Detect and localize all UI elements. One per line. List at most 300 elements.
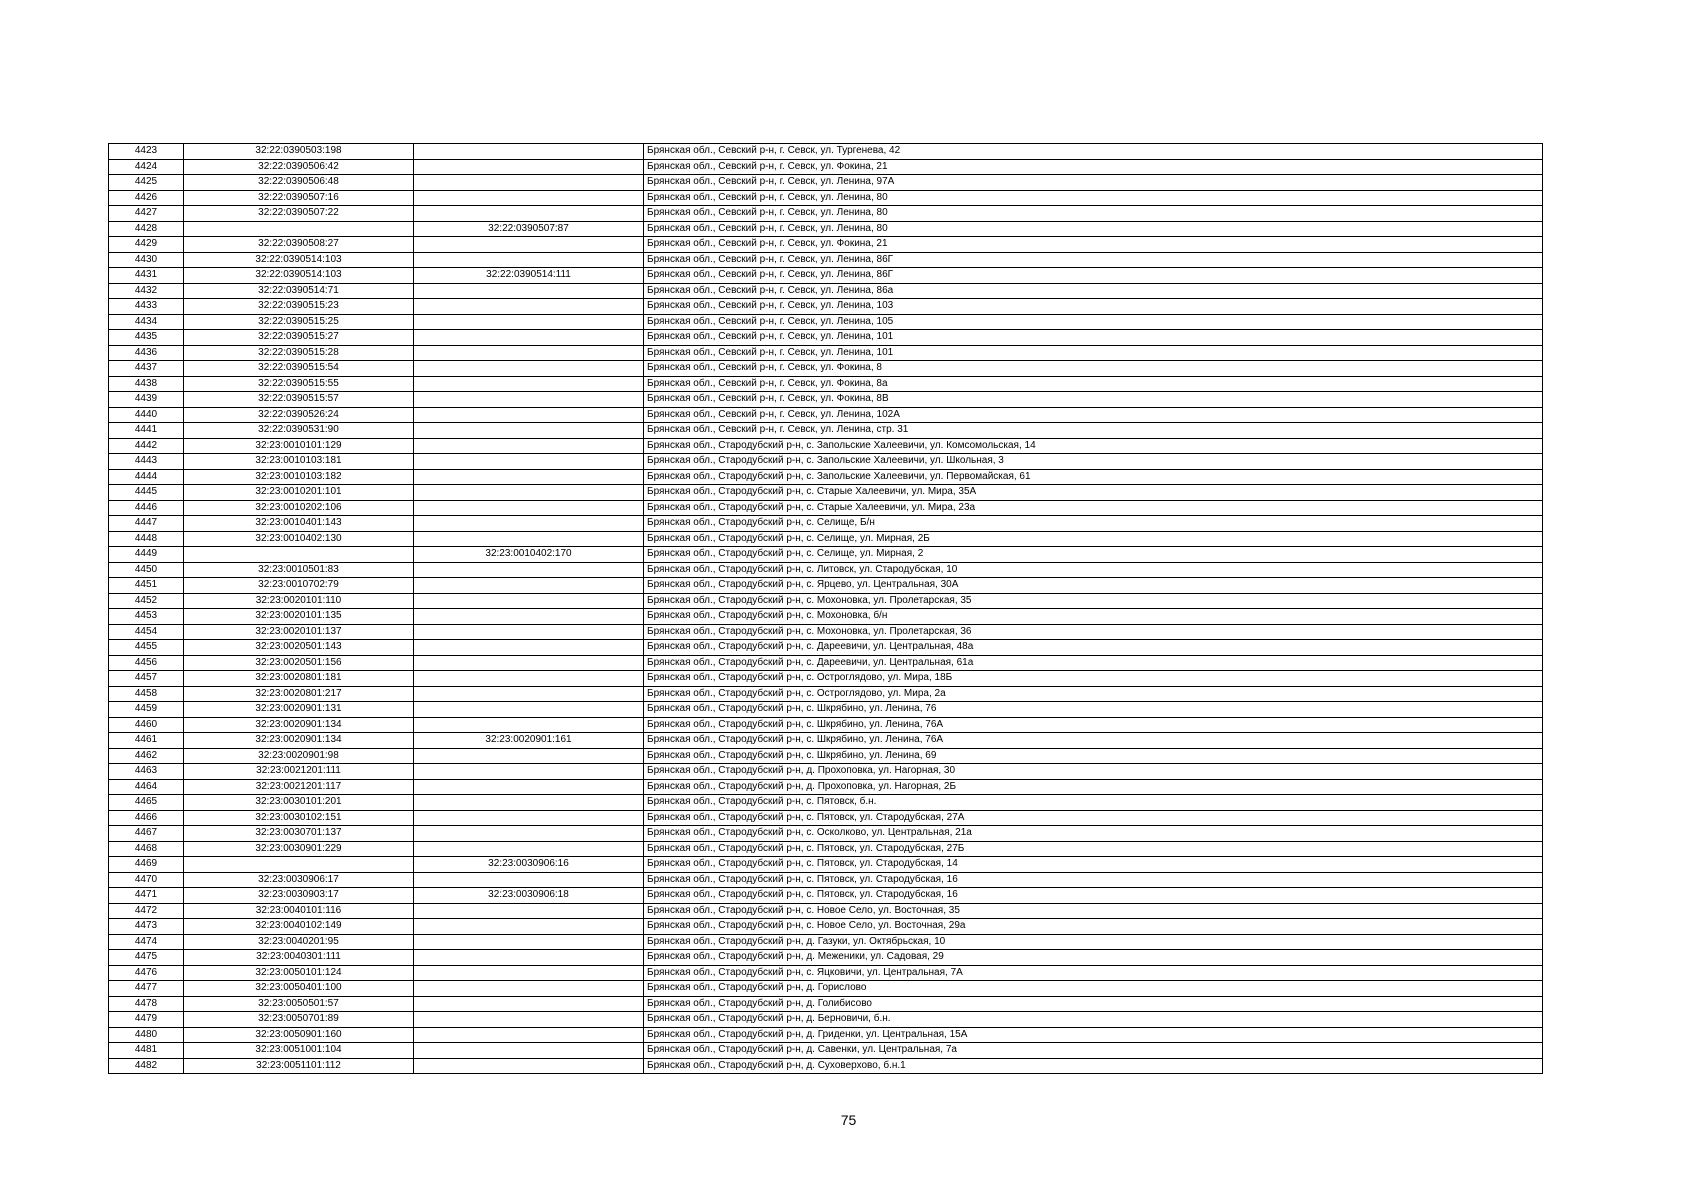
table-row — [109, 934, 1543, 950]
table-row — [109, 330, 1543, 346]
address-cell: Брянская обл., Стародубский р-н, с. Пятовск, б.н. — [644, 795, 1543, 811]
cadastral-number-cell: 32:23:0030901:229 — [184, 841, 414, 857]
cadastral-number-cell: 32:23:0050901:160 — [184, 1027, 414, 1043]
cadastral-number-cell: 32:23:0040101:116 — [184, 903, 414, 919]
related-cadastral-number-cell — [414, 299, 644, 315]
row-number-cell: 4441 — [109, 423, 184, 439]
cadastral-number-cell: 32:23:0050701:89 — [184, 1012, 414, 1028]
row-number-cell: 4455 — [109, 640, 184, 656]
table-row — [109, 624, 1543, 640]
row-number-cell: 4468 — [109, 841, 184, 857]
row-number-cell: 4467 — [109, 826, 184, 842]
row-number-cell: 4470 — [109, 872, 184, 888]
table-row — [109, 872, 1543, 888]
related-cadastral-number-cell: 32:23:0020901:161 — [414, 733, 644, 749]
row-number-cell: 4434 — [109, 314, 184, 330]
related-cadastral-number-cell — [414, 423, 644, 439]
related-cadastral-number-cell — [414, 764, 644, 780]
row-number-cell: 4428 — [109, 221, 184, 237]
cadastral-number-cell: 32:23:0010702:79 — [184, 578, 414, 594]
cadastral-number-cell: 32:23:0020101:110 — [184, 593, 414, 609]
related-cadastral-number-cell — [414, 516, 644, 532]
cadastral-number-cell: 32:22:0390515:27 — [184, 330, 414, 346]
related-cadastral-number-cell — [414, 810, 644, 826]
address-cell: Брянская обл., Стародубский р-н, д. Суховерхово, б.н.1 — [644, 1058, 1543, 1074]
address-cell: Брянская обл., Стародубский р-н, с. Остроглядово, ул. Мира, 18Б — [644, 671, 1543, 687]
table-row — [109, 159, 1543, 175]
cadastral-number-cell: 32:23:0030102:151 — [184, 810, 414, 826]
row-number-cell: 4475 — [109, 950, 184, 966]
table-row — [109, 221, 1543, 237]
page-number: 75 — [840, 1112, 857, 1128]
row-number-cell: 4433 — [109, 299, 184, 315]
table-row — [109, 500, 1543, 516]
address-cell: Брянская обл., Севский р-н, г. Севск, ул. Ленина, 86а — [644, 283, 1543, 299]
cadastral-number-cell: 32:22:0390506:48 — [184, 175, 414, 191]
related-cadastral-number-cell — [414, 252, 644, 268]
address-cell: Брянская обл., Стародубский р-н, д. Савенки, ул. Центральная, 7а — [644, 1043, 1543, 1059]
row-number-cell: 4473 — [109, 919, 184, 935]
row-number-cell: 4471 — [109, 888, 184, 904]
row-number-cell: 4429 — [109, 237, 184, 253]
related-cadastral-number-cell — [414, 748, 644, 764]
table-row — [109, 841, 1543, 857]
row-number-cell: 4436 — [109, 345, 184, 361]
cadastral-number-cell: 32:23:0040301:111 — [184, 950, 414, 966]
table-row — [109, 950, 1543, 966]
cadastral-number-cell: 32:22:0390515:28 — [184, 345, 414, 361]
cadastral-number-cell: 32:22:0390515:57 — [184, 392, 414, 408]
related-cadastral-number-cell — [414, 996, 644, 1012]
table-row — [109, 857, 1543, 873]
related-cadastral-number-cell: 32:23:0010402:170 — [414, 547, 644, 563]
related-cadastral-number-cell — [414, 283, 644, 299]
address-cell: Брянская обл., Стародубский р-н, с. Пятовск, ул. Стародубская, 16 — [644, 872, 1543, 888]
address-cell: Брянская обл., Стародубский р-н, с. Шкрябино, ул. Ленина, 76А — [644, 733, 1543, 749]
cadastral-number-cell: 32:22:0390515:55 — [184, 376, 414, 392]
cadastral-number-cell: 32:22:0390514:103 — [184, 268, 414, 284]
row-number-cell: 4479 — [109, 1012, 184, 1028]
address-cell: Брянская обл., Севский р-н, г. Севск, ул. Ленина, 97А — [644, 175, 1543, 191]
table-row — [109, 593, 1543, 609]
cadastral-number-cell: 32:23:0040102:149 — [184, 919, 414, 935]
address-cell: Брянская обл., Стародубский р-н, с. Старые Халеевичи, ул. Мира, 35А — [644, 485, 1543, 501]
row-number-cell: 4481 — [109, 1043, 184, 1059]
table-row — [109, 237, 1543, 253]
table-row — [109, 965, 1543, 981]
cadastral-number-cell: 32:23:0051001:104 — [184, 1043, 414, 1059]
related-cadastral-number-cell — [414, 872, 644, 888]
row-number-cell: 4423 — [109, 144, 184, 160]
address-cell: Брянская обл., Стародубский р-н, с. Новое Село, ул. Восточная, 35 — [644, 903, 1543, 919]
cadastral-number-cell: 32:23:0050501:57 — [184, 996, 414, 1012]
table-row — [109, 779, 1543, 795]
table-row — [109, 562, 1543, 578]
row-number-cell: 4474 — [109, 934, 184, 950]
row-number-cell: 4430 — [109, 252, 184, 268]
related-cadastral-number-cell — [414, 671, 644, 687]
address-cell: Брянская обл., Стародубский р-н, д. Газуки, ул. Октябрьская, 10 — [644, 934, 1543, 950]
row-number-cell: 4482 — [109, 1058, 184, 1074]
table-row — [109, 175, 1543, 191]
address-cell: Брянская обл., Севский р-н, г. Севск, ул. Фокина, 8В — [644, 392, 1543, 408]
table-row — [109, 640, 1543, 656]
address-cell: Брянская обл., Стародубский р-н, с. Запольские Халеевичи, ул. Первомайская, 61 — [644, 469, 1543, 485]
cadastral-number-cell: 32:23:0021201:117 — [184, 779, 414, 795]
related-cadastral-number-cell — [414, 934, 644, 950]
row-number-cell: 4459 — [109, 702, 184, 718]
address-cell: Брянская обл., Стародубский р-н, с. Дареевичи, ул. Центральная, 48а — [644, 640, 1543, 656]
cadastral-number-cell — [184, 857, 414, 873]
address-cell: Брянская обл., Севский р-н, г. Севск, ул. Ленина, стр. 31 — [644, 423, 1543, 439]
related-cadastral-number-cell — [414, 1058, 644, 1074]
row-number-cell: 4447 — [109, 516, 184, 532]
table-row — [109, 717, 1543, 733]
related-cadastral-number-cell — [414, 500, 644, 516]
cadastral-number-cell: 32:23:0010202:106 — [184, 500, 414, 516]
row-number-cell: 4452 — [109, 593, 184, 609]
registry-table-body — [109, 144, 1543, 1074]
row-number-cell: 4460 — [109, 717, 184, 733]
table-row — [109, 299, 1543, 315]
row-number-cell: 4431 — [109, 268, 184, 284]
table-row — [109, 919, 1543, 935]
table-row — [109, 1027, 1543, 1043]
row-number-cell: 4453 — [109, 609, 184, 625]
address-cell: Брянская обл., Стародубский р-н, с. Яцковичи, ул. Центральная, 7А — [644, 965, 1543, 981]
table-row — [109, 469, 1543, 485]
address-cell: Брянская обл., Стародубский р-н, с. Литовск, ул. Стародубская, 10 — [644, 562, 1543, 578]
related-cadastral-number-cell — [414, 1043, 644, 1059]
row-number-cell: 4454 — [109, 624, 184, 640]
cadastral-number-cell: 32:22:0390503:198 — [184, 144, 414, 160]
cadastral-number-cell: 32:23:0020901:134 — [184, 733, 414, 749]
row-number-cell: 4426 — [109, 190, 184, 206]
related-cadastral-number-cell — [414, 485, 644, 501]
cadastral-number-cell: 32:22:0390526:24 — [184, 407, 414, 423]
related-cadastral-number-cell — [414, 159, 644, 175]
row-number-cell: 4462 — [109, 748, 184, 764]
cadastral-number-cell: 32:23:0010101:129 — [184, 438, 414, 454]
address-cell: Брянская обл., Севский р-н, г. Севск, ул. Ленина, 80 — [644, 190, 1543, 206]
table-row — [109, 268, 1543, 284]
row-number-cell: 4424 — [109, 159, 184, 175]
address-cell: Брянская обл., Стародубский р-н, д. Берновичи, б.н. — [644, 1012, 1543, 1028]
cadastral-number-cell: 32:23:0020901:131 — [184, 702, 414, 718]
cadastral-number-cell: 32:23:0040201:95 — [184, 934, 414, 950]
related-cadastral-number-cell — [414, 1027, 644, 1043]
table-row — [109, 609, 1543, 625]
row-number-cell: 4478 — [109, 996, 184, 1012]
row-number-cell: 4427 — [109, 206, 184, 222]
table-row — [109, 376, 1543, 392]
address-cell: Брянская обл., Севский р-н, г. Севск, ул. Ленина, 80 — [644, 206, 1543, 222]
related-cadastral-number-cell — [414, 206, 644, 222]
row-number-cell: 4457 — [109, 671, 184, 687]
related-cadastral-number-cell — [414, 314, 644, 330]
cadastral-number-cell — [184, 547, 414, 563]
address-cell: Брянская обл., Стародубский р-н, д. Прохоповка, ул. Нагорная, 30 — [644, 764, 1543, 780]
address-cell: Брянская обл., Стародубский р-н, с. Пятовск, ул. Стародубская, 27Б — [644, 841, 1543, 857]
row-number-cell: 4464 — [109, 779, 184, 795]
address-cell: Брянская обл., Севский р-н, г. Севск, ул. Фокина, 8а — [644, 376, 1543, 392]
row-number-cell: 4472 — [109, 903, 184, 919]
related-cadastral-number-cell — [414, 686, 644, 702]
related-cadastral-number-cell — [414, 407, 644, 423]
address-cell: Брянская обл., Стародубский р-н, д. Гриденки, ул. Центральная, 15А — [644, 1027, 1543, 1043]
related-cadastral-number-cell — [414, 841, 644, 857]
cadastral-number-cell: 32:23:0020101:135 — [184, 609, 414, 625]
address-cell: Брянская обл., Стародубский р-н, с. Селище, ул. Мирная, 2 — [644, 547, 1543, 563]
address-cell: Брянская обл., Стародубский р-н, с. Пятовск, ул. Стародубская, 14 — [644, 857, 1543, 873]
related-cadastral-number-cell — [414, 144, 644, 160]
related-cadastral-number-cell — [414, 330, 644, 346]
table-row — [109, 826, 1543, 842]
cadastral-number-cell: 32:22:0390515:54 — [184, 361, 414, 377]
related-cadastral-number-cell — [414, 903, 644, 919]
address-cell: Брянская обл., Стародубский р-н, с. Мохоновка, ул. Пролетарская, 36 — [644, 624, 1543, 640]
table-row — [109, 810, 1543, 826]
row-number-cell: 4425 — [109, 175, 184, 191]
cadastral-number-cell: 32:23:0020901:134 — [184, 717, 414, 733]
cadastral-number-cell: 32:22:0390515:25 — [184, 314, 414, 330]
related-cadastral-number-cell — [414, 624, 644, 640]
address-cell: Брянская обл., Севский р-н, г. Севск, ул. Ленина, 105 — [644, 314, 1543, 330]
related-cadastral-number-cell — [414, 454, 644, 470]
row-number-cell: 4435 — [109, 330, 184, 346]
cadastral-number-cell: 32:23:0030701:137 — [184, 826, 414, 842]
table-row — [109, 190, 1543, 206]
table-row — [109, 438, 1543, 454]
row-number-cell: 4444 — [109, 469, 184, 485]
address-cell: Брянская обл., Стародубский р-н, с. Селище, Б/н — [644, 516, 1543, 532]
related-cadastral-number-cell — [414, 190, 644, 206]
related-cadastral-number-cell — [414, 609, 644, 625]
table-row — [109, 702, 1543, 718]
cadastral-number-cell: 32:22:0390507:22 — [184, 206, 414, 222]
cadastral-number-cell: 32:22:0390507:16 — [184, 190, 414, 206]
table-row — [109, 531, 1543, 547]
address-cell: Брянская обл., Стародубский р-н, с. Ярцево, ул. Центральная, 30А — [644, 578, 1543, 594]
table-row — [109, 686, 1543, 702]
cadastral-number-cell: 32:23:0020101:137 — [184, 624, 414, 640]
related-cadastral-number-cell — [414, 702, 644, 718]
address-cell: Брянская обл., Стародубский р-н, с. Мохоновка, ул. Пролетарская, 35 — [644, 593, 1543, 609]
row-number-cell: 4465 — [109, 795, 184, 811]
table-row — [109, 764, 1543, 780]
address-cell: Брянская обл., Стародубский р-н, д. Меженики, ул. Садовая, 29 — [644, 950, 1543, 966]
cadastral-number-cell: 32:23:0020801:217 — [184, 686, 414, 702]
row-number-cell: 4458 — [109, 686, 184, 702]
address-cell: Брянская обл., Севский р-н, г. Севск, ул. Фокина, 8 — [644, 361, 1543, 377]
related-cadastral-number-cell: 32:23:0030906:16 — [414, 857, 644, 873]
row-number-cell: 4480 — [109, 1027, 184, 1043]
address-cell: Брянская обл., Стародубский р-н, с. Запольские Халеевичи, ул. Комсомольская, 14 — [644, 438, 1543, 454]
row-number-cell: 4432 — [109, 283, 184, 299]
address-cell: Брянская обл., Стародубский р-н, д. Голибисово — [644, 996, 1543, 1012]
related-cadastral-number-cell — [414, 655, 644, 671]
related-cadastral-number-cell — [414, 965, 644, 981]
address-cell: Брянская обл., Стародубский р-н, с. Мохоновка, б/н — [644, 609, 1543, 625]
related-cadastral-number-cell — [414, 531, 644, 547]
table-row — [109, 485, 1543, 501]
row-number-cell: 4448 — [109, 531, 184, 547]
table-row — [109, 454, 1543, 470]
address-cell: Брянская обл., Стародубский р-н, с. Остроглядово, ул. Мира, 2а — [644, 686, 1543, 702]
table-row — [109, 206, 1543, 222]
cadastral-number-cell: 32:23:0030903:17 — [184, 888, 414, 904]
related-cadastral-number-cell — [414, 1012, 644, 1028]
cadastral-number-cell: 32:23:0030101:201 — [184, 795, 414, 811]
cadastral-number-cell: 32:23:0020801:181 — [184, 671, 414, 687]
address-cell: Брянская обл., Севский р-н, г. Севск, ул. Ленина, 80 — [644, 221, 1543, 237]
row-number-cell: 4451 — [109, 578, 184, 594]
table-row — [109, 888, 1543, 904]
cadastral-number-cell: 32:22:0390515:23 — [184, 299, 414, 315]
related-cadastral-number-cell — [414, 640, 644, 656]
table-row — [109, 981, 1543, 997]
row-number-cell: 4446 — [109, 500, 184, 516]
table-row — [109, 1058, 1543, 1074]
cadastral-number-cell: 32:23:0010401:143 — [184, 516, 414, 532]
table-row — [109, 1043, 1543, 1059]
table-row — [109, 345, 1543, 361]
table-row — [109, 252, 1543, 268]
cadastral-number-cell: 32:23:0050101:124 — [184, 965, 414, 981]
related-cadastral-number-cell — [414, 578, 644, 594]
related-cadastral-number-cell — [414, 237, 644, 253]
table-row — [109, 361, 1543, 377]
cadastral-number-cell: 32:22:0390514:103 — [184, 252, 414, 268]
table-row — [109, 671, 1543, 687]
related-cadastral-number-cell — [414, 438, 644, 454]
address-cell: Брянская обл., Севский р-н, г. Севск, ул. Ленина, 103 — [644, 299, 1543, 315]
row-number-cell: 4450 — [109, 562, 184, 578]
row-number-cell: 4442 — [109, 438, 184, 454]
table-row — [109, 903, 1543, 919]
related-cadastral-number-cell — [414, 562, 644, 578]
row-number-cell: 4440 — [109, 407, 184, 423]
address-cell: Брянская обл., Севский р-н, г. Севск, ул. Тургенева, 42 — [644, 144, 1543, 160]
address-cell: Брянская обл., Стародубский р-н, с. Селище, ул. Мирная, 2Б — [644, 531, 1543, 547]
address-cell: Брянская обл., Стародубский р-н, с. Пятовск, ул. Стародубская, 27А — [644, 810, 1543, 826]
row-number-cell: 4449 — [109, 547, 184, 563]
table-row — [109, 748, 1543, 764]
table-row — [109, 547, 1543, 563]
address-cell: Брянская обл., Севский р-н, г. Севск, ул. Фокина, 21 — [644, 237, 1543, 253]
related-cadastral-number-cell — [414, 593, 644, 609]
row-number-cell: 4466 — [109, 810, 184, 826]
table-row — [109, 578, 1543, 594]
address-cell: Брянская обл., Севский р-н, г. Севск, ул. Ленина, 101 — [644, 330, 1543, 346]
row-number-cell: 4439 — [109, 392, 184, 408]
address-cell: Брянская обл., Стародубский р-н, с. Пятовск, ул. Стародубская, 16 — [644, 888, 1543, 904]
cadastral-number-cell — [184, 221, 414, 237]
related-cadastral-number-cell — [414, 469, 644, 485]
row-number-cell: 4477 — [109, 981, 184, 997]
row-number-cell: 4476 — [109, 965, 184, 981]
cadastral-number-cell: 32:23:0051101:112 — [184, 1058, 414, 1074]
table-row — [109, 283, 1543, 299]
row-number-cell: 4461 — [109, 733, 184, 749]
registry-table — [108, 143, 1543, 1074]
related-cadastral-number-cell — [414, 376, 644, 392]
related-cadastral-number-cell: 32:22:0390507:87 — [414, 221, 644, 237]
related-cadastral-number-cell: 32:22:0390514:111 — [414, 268, 644, 284]
related-cadastral-number-cell — [414, 175, 644, 191]
cadastral-number-cell: 32:23:0010501:83 — [184, 562, 414, 578]
address-cell: Брянская обл., Стародубский р-н, с. Шкрябино, ул. Ленина, 76А — [644, 717, 1543, 733]
row-number-cell: 4438 — [109, 376, 184, 392]
related-cadastral-number-cell — [414, 392, 644, 408]
related-cadastral-number-cell — [414, 826, 644, 842]
row-number-cell: 4437 — [109, 361, 184, 377]
address-cell: Брянская обл., Севский р-н, г. Севск, ул. Фокина, 21 — [644, 159, 1543, 175]
table-row — [109, 795, 1543, 811]
address-cell: Брянская обл., Стародубский р-н, с. Дареевичи, ул. Центральная, 61а — [644, 655, 1543, 671]
related-cadastral-number-cell — [414, 919, 644, 935]
related-cadastral-number-cell: 32:23:0030906:18 — [414, 888, 644, 904]
related-cadastral-number-cell — [414, 795, 644, 811]
table-row — [109, 407, 1543, 423]
cadastral-number-cell: 32:22:0390531:90 — [184, 423, 414, 439]
cadastral-number-cell: 32:23:0021201:111 — [184, 764, 414, 780]
address-cell: Брянская обл., Стародубский р-н, с. Старые Халеевичи, ул. Мира, 23а — [644, 500, 1543, 516]
related-cadastral-number-cell — [414, 717, 644, 733]
cadastral-number-cell: 32:23:0020501:156 — [184, 655, 414, 671]
cadastral-number-cell: 32:22:0390508:27 — [184, 237, 414, 253]
related-cadastral-number-cell — [414, 981, 644, 997]
row-number-cell: 4463 — [109, 764, 184, 780]
cadastral-number-cell: 32:23:0020901:98 — [184, 748, 414, 764]
table-row — [109, 392, 1543, 408]
address-cell: Брянская обл., Севский р-н, г. Севск, ул. Ленина, 86Г — [644, 268, 1543, 284]
table-row — [109, 516, 1543, 532]
cadastral-number-cell: 32:23:0010201:101 — [184, 485, 414, 501]
table-row — [109, 996, 1543, 1012]
address-cell: Брянская обл., Севский р-н, г. Севск, ул. Ленина, 102А — [644, 407, 1543, 423]
table-row — [109, 655, 1543, 671]
address-cell: Брянская обл., Севский р-н, г. Севск, ул. Ленина, 86Г — [644, 252, 1543, 268]
cadastral-number-cell: 32:23:0010103:181 — [184, 454, 414, 470]
cadastral-number-cell: 32:23:0010103:182 — [184, 469, 414, 485]
cadastral-number-cell: 32:23:0020501:143 — [184, 640, 414, 656]
row-number-cell: 4445 — [109, 485, 184, 501]
table-row — [109, 144, 1543, 160]
cadastral-number-cell: 32:23:0030906:17 — [184, 872, 414, 888]
table-row — [109, 1012, 1543, 1028]
address-cell: Брянская обл., Стародубский р-н, с. Осколково, ул. Центральная, 21а — [644, 826, 1543, 842]
address-cell: Брянская обл., Стародубский р-н, с. Запольские Халеевичи, ул. Школьная, 3 — [644, 454, 1543, 470]
address-cell: Брянская обл., Севский р-н, г. Севск, ул. Ленина, 101 — [644, 345, 1543, 361]
related-cadastral-number-cell — [414, 345, 644, 361]
address-cell: Брянская обл., Стародубский р-н, д. Прохоповка, ул. Нагорная, 2Б — [644, 779, 1543, 795]
related-cadastral-number-cell — [414, 950, 644, 966]
address-cell: Брянская обл., Стародубский р-н, с. Шкрябино, ул. Ленина, 76 — [644, 702, 1543, 718]
cadastral-number-cell: 32:23:0050401:100 — [184, 981, 414, 997]
cadastral-number-cell: 32:23:0010402:130 — [184, 531, 414, 547]
table-row — [109, 423, 1543, 439]
row-number-cell: 4443 — [109, 454, 184, 470]
cadastral-number-cell: 32:22:0390514:71 — [184, 283, 414, 299]
cadastral-number-cell: 32:22:0390506:42 — [184, 159, 414, 175]
related-cadastral-number-cell — [414, 361, 644, 377]
address-cell: Брянская обл., Стародубский р-н, с. Новое Село, ул. Восточная, 29а — [644, 919, 1543, 935]
related-cadastral-number-cell — [414, 779, 644, 795]
row-number-cell: 4469 — [109, 857, 184, 873]
row-number-cell: 4456 — [109, 655, 184, 671]
table-row — [109, 314, 1543, 330]
